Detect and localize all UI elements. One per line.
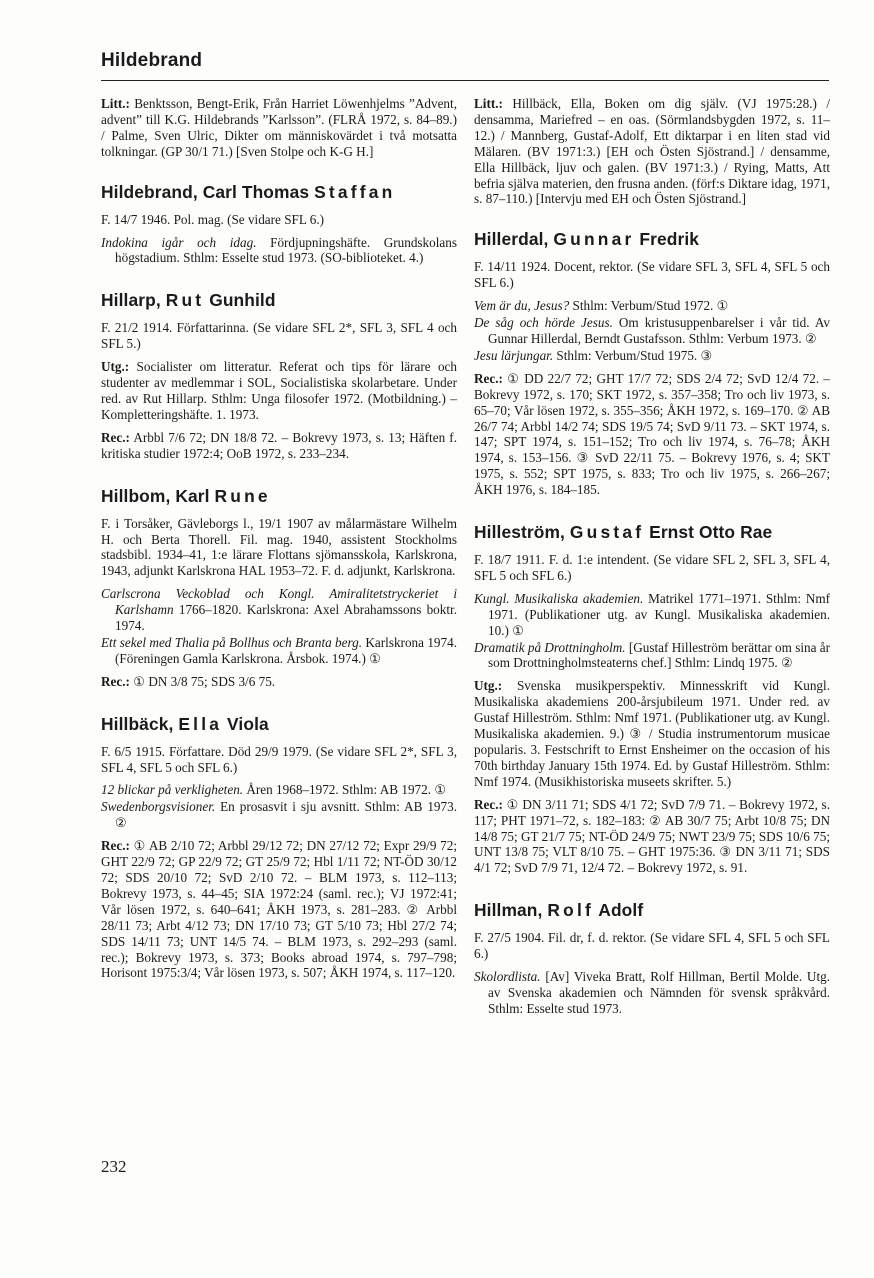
utg-text: Socialister om litteratur. Referat och tips för lärare och studenter av medlemmar i SOL, Socialistiska skolarbetare. Under red. av Rut Hillarp. Sthlm: Unga filosofer 1972. (Motbildning.) – Kompletteringshäfte. 1. 1973. (101, 359, 457, 422)
heading-name: Hildebrand, Carl Thomas (101, 181, 315, 202)
rec-text: ① DN 3/11 71; SDS 4/1 72; SvD 7/9 71. – Bokrevy 1972, s. 117; PHT 1971–72, s. 182–183: ② AB 30/7 75; Arbt 10/8 75; DN 14/8 75; GT 21/7 75; NT-ÖD 24/9 75; NWT 23/9 75; SDS 10/6 75; UNT 13/8 75; VLT 8/10 75. – GHT 1975:36. ③ DN 3/11 71; SDS 4/1 72; SvD 7/9 71, 12/4 72. – Bokrevy 1972, s. 91. (474, 796, 830, 876)
left-column (101, 96, 457, 1005)
heading-name-rest: Fredrik (634, 229, 700, 250)
entry-bio: F. i Torsåker, Gävleborgs l., 19/1 1907 av målarmästare Wilhelm H. och Berta Thorell. Fil. mag. 1940, assistent Stockholms stadsbibl. 1934–41, 1:e lärare Flottans sjömansskola, Karlskrona, 1943, adjunkt Karlskrona HAL 1953–72. F. d. adjunkt, Karlskrona. (101, 515, 457, 579)
heading-name-rest: Viola (222, 713, 269, 734)
heading-given-name: Rolf (547, 900, 594, 921)
work-item (474, 969, 830, 1017)
work-title: Jesu lärjungar. (474, 347, 554, 363)
entry-staffan-hildebrand (101, 182, 457, 267)
work-title: 12 blickar på verkligheten. (101, 782, 244, 798)
rec-paragraph (101, 838, 457, 981)
entry-rolf-hillman (474, 900, 830, 1017)
entry-bio: F. 6/5 1915. Författare. Död 29/9 1979. (Se vidare SFL 2*, SFL 3, SFL 4, SFL 5 och SFL 6.) (101, 743, 457, 775)
page-number: 232 (101, 1157, 127, 1176)
rec-text: ① DN 3/8 75; SDS 3/6 75. (129, 673, 276, 689)
heading-given-name: Gunnar (553, 229, 635, 250)
utg-paragraph (474, 678, 830, 789)
rec-label: Rec.: (474, 796, 503, 812)
header-rule (101, 80, 829, 81)
utg-label: Utg.: (474, 678, 503, 694)
litt-paragraph (101, 96, 457, 160)
work-item (474, 640, 830, 672)
work-title: De såg och hörde Jesus. (474, 315, 613, 331)
utg-text: Svenska musikperspektiv. Minnesskrift vid Kungl. Musikaliska akademiens 200-årsjubileum 1971. Under red. av Gustaf Hilleström. Sthlm: Nmf 1971. (Publikationer utg. av Kungl. Musikaliska akademien. 9.) ③ / Studia instrumentorum musicae popularis. 3. Festschrift to Ernst Ensheimer on the occasion of his 70th birthday January 15th 1974. Ed. by Gustaf Hilleström. Sthlm: Nmf 1974. (Musikhistoriska museets skrifter. 5.) (474, 678, 830, 789)
rec-text: Arbbl 7/6 72; DN 18/8 72. – Bokrevy 1973, s. 13; Häften f. kritiska studier 1972:4; OoB 1972, s. 233–234. (101, 429, 457, 461)
entry-gunnar-hillerdal (474, 229, 830, 498)
entry-heading (474, 229, 830, 250)
entry-rut-hillarp (101, 290, 457, 461)
heading-name: Hilleström, (474, 522, 570, 543)
work-item (474, 348, 830, 364)
entry-rune-hillbom (101, 486, 457, 690)
heading-name-rest: Adolf (594, 900, 644, 921)
work-item (101, 635, 457, 667)
work-item (101, 235, 457, 267)
heading-given-name: Ella (178, 713, 223, 734)
work-title: Kungl. Musikaliska akademien. (474, 590, 644, 606)
litt-text: Benktsson, Bengt-Erik, Från Harriet Löwenhjelms ”Advent, advent” till K.G. Hildebrands ”Karlsson”. (FLRÅ 1972, s. 84–89.) / Palme, Sven Ulric, Dikter om människovärdet i två motsatta tolkningar. (GP 30/1 71.) [Sven Stolpe och K-G H.] (101, 96, 457, 159)
rec-label: Rec.: (474, 370, 503, 386)
litt-label: Litt.: (101, 96, 130, 111)
heading-name-rest: Gunhild (204, 290, 276, 311)
work-details: Om kristusuppenbarelser i vår tid. Av Gunnar Hillerdal, Berndt Gustafsson. Sthlm: Verbum 1973. ② (488, 315, 830, 346)
work-title: Vem är du, Jesus? (474, 298, 570, 314)
rec-paragraph (101, 430, 457, 462)
entry-gustaf-hillestrom (474, 522, 830, 876)
heading-given-name: Rune (214, 485, 271, 506)
work-item (474, 298, 830, 314)
entry-heading (101, 486, 457, 507)
entry-bio: F. 14/11 1924. Docent, rektor. (Se vidare SFL 3, SFL 4, SFL 5 och SFL 6.) (474, 259, 830, 291)
work-item (101, 586, 457, 634)
work-details: 1766–1820. Karlskrona: Axel Abrahamssons boktr. 1974. (115, 602, 457, 634)
heading-name: Hillerdal, (474, 229, 554, 250)
work-title: Skolordlista. (474, 969, 541, 985)
litt-paragraph (474, 96, 830, 207)
rec-paragraph (474, 371, 830, 498)
right-column (474, 96, 830, 1041)
entry-bio: F. 14/7 1946. Pol. mag. (Se vidare SFL 6.) (101, 211, 325, 227)
entry-heading (101, 714, 457, 735)
work-item (474, 315, 830, 347)
heading-name-rest: Ernst Otto Rae (644, 522, 773, 543)
entry-heading (474, 900, 830, 921)
work-item (101, 799, 457, 831)
work-title: Swedenborgsvisioner. (101, 799, 216, 815)
litt-label: Litt.: (474, 96, 503, 111)
rec-paragraph (101, 674, 457, 690)
work-details: Sthlm: Verbum/Stud 1975. ③ (553, 347, 713, 363)
rec-text: ① AB 2/10 72; Arbbl 29/12 72; DN 27/12 72; Expr 29/9 72; GHT 22/9 72; GP 22/9 72; GT 25/9 72; Hbl 1/11 72; NT-ÖD 30/12 72; SDS 20/10 72; SvD 2/10 72. – BLM 1973, s. 112–113; Bokrevy 1973, s. 44–45; SIA 1972:24 (saml. rec.); VJ 1972:41; Vår lösen 1972, s. 640–641; ÅKH 1973, s. 281–283. ② Arbbl 28/11 73; Arbt 4/12 73; DN 17/10 73; GT 5/10 73; Hbl 27/2 74; SDS 14/11 73; UNT 14/5 74. – BLM 1973, s. 292–293 (saml. rec.); Bokrevy 1973, s. 373; Books abroad 1974, s. 797–798; Horisont 1975:3/4; Vår lösen 1973, s. 507; ÅKH 1974, s. 117–120. (101, 838, 457, 981)
work-details: Karlskrona 1974. (Föreningen Gamla Karlskrona. Årsbok. 1974.) ① (115, 634, 457, 666)
work-details: [Av] Viveka Bratt, Rolf Hillman, Bertil Molde. Utg. av Svenska akademien och Nämnden för svensk språkvård. Sthlm: Esselte stud 1973. (488, 969, 830, 1016)
heading-given-name: Staffan (314, 181, 396, 202)
entry-heading (101, 182, 457, 203)
heading-name: Hillman, (474, 900, 548, 921)
entry-litt-intro (101, 96, 457, 160)
heading-name: Hillbäck, (101, 713, 179, 734)
entry-bio: F. 21/2 1914. Författarinna. (Se vidare SFL 2*, SFL 3, SFL 4 och SFL 5.) (101, 320, 457, 352)
heading-name: Hillarp, (101, 290, 166, 311)
entry-heading (101, 290, 457, 311)
work-details: Sthlm: Verbum/Stud 1972. ① (569, 298, 729, 314)
work-item (101, 782, 457, 798)
work-details: [Gustaf Hilleström berättar om sina år som Drottningholmsteaterns chef.] Sthlm: Lindq 1975. ② (488, 639, 830, 671)
litt-text: Hillbäck, Ella, Boken om dig själv. (VJ 1975:28.) / densamma, Mariefred – en oas. (Sörmlandsbygden 1972, s. 11–12.) / Mannberg, Gustaf-Adolf, Ett diktarpar i en liten stad vid Mälaren. (BV 1971:3.) [EH och Östen Sjöstrand.] / densamme, Ella Hillbäck, ljuv och galen. (BV 1971:3.) / Rying, Matts, Att befria själva materien, den frusna anden. (förf:s Diktare idag, 1971, s. 87–110.) [Intervju med EH och Östen Sjöstrand.] (474, 96, 830, 207)
work-title: Indokina igår och idag. (101, 234, 257, 250)
work-details: En prosasvit i sju avsnitt. Sthlm: AB 1973. ② (115, 799, 457, 831)
entry-heading (474, 522, 830, 543)
entry-bio: F. 27/5 1904. Fil. dr, f. d. rektor. (Se vidare SFL 4, SFL 5 och SFL 6.) (474, 930, 830, 962)
work-details: Åren 1968–1972. Sthlm: AB 1972. ① (243, 782, 447, 798)
rec-text: ① DD 22/7 72; GHT 17/7 72; SDS 2/4 72; SvD 12/4 72. – Bokrevy 1972, s. 170; SKT 1972, s. 357–358; Tro och liv 1973, s. 65–70; Vår lösen 1972, s. 355–356; ÅKH 1972, s. 169–170. ② AB 26/7 74; Arbbl 14/2 74; SDS 19/5 74; SvD 9/11 73. – SKT 1974, s. 147; SPT 1974, s. 151–152; Tro och liv 1974, s. 76–78; ÅKH 1974, s. 153–156. ③ SvD 22/11 75. – Bokrevy 1976, s. 4; SKT 1975, s. 552; SPT 1975, s. 833; Tro och liv 1975, s. 266–267; ÅKH 1976, s. 184–185. (474, 370, 830, 498)
entry-ella-hillback (101, 714, 457, 982)
rec-label: Rec.: (101, 429, 130, 445)
entry-litt-hillback (474, 96, 830, 207)
heading-name: Hillbom, Karl (101, 485, 215, 506)
work-title: Carlscrona Veckoblad och Kongl. Amiralitetstryckeriet i Karlshamn (101, 586, 457, 618)
rec-label: Rec.: (101, 838, 130, 854)
work-details: Fördjupningshäfte. Grundskolans högstadium. Sthlm: Esselte stud 1973. (SO-biblioteket. 4.) (115, 234, 457, 266)
rec-label: Rec.: (101, 673, 130, 689)
heading-given-name: Gustaf (569, 522, 645, 543)
utg-label: Utg.: (101, 359, 130, 375)
utg-paragraph (101, 359, 457, 423)
work-details: Matrikel 1771–1971. Sthlm: Nmf 1971. (Publikationer utg. av Kungl. Musikaliska akademien. 10.) ① (488, 590, 830, 638)
running-head: Hildebrand (101, 50, 203, 71)
work-title: Ett sekel med Thalia på Bollhus och Branta berg. (101, 634, 363, 650)
work-item (474, 591, 830, 639)
rec-paragraph (474, 797, 830, 877)
work-title: Dramatik på Drottningholm. (474, 639, 626, 655)
entry-bio: F. 18/7 1911. F. d. 1:e intendent. (Se vidare SFL 2, SFL 3, SFL 4, SFL 5 och SFL 6.) (474, 552, 830, 583)
heading-given-name: Rut (165, 290, 205, 311)
